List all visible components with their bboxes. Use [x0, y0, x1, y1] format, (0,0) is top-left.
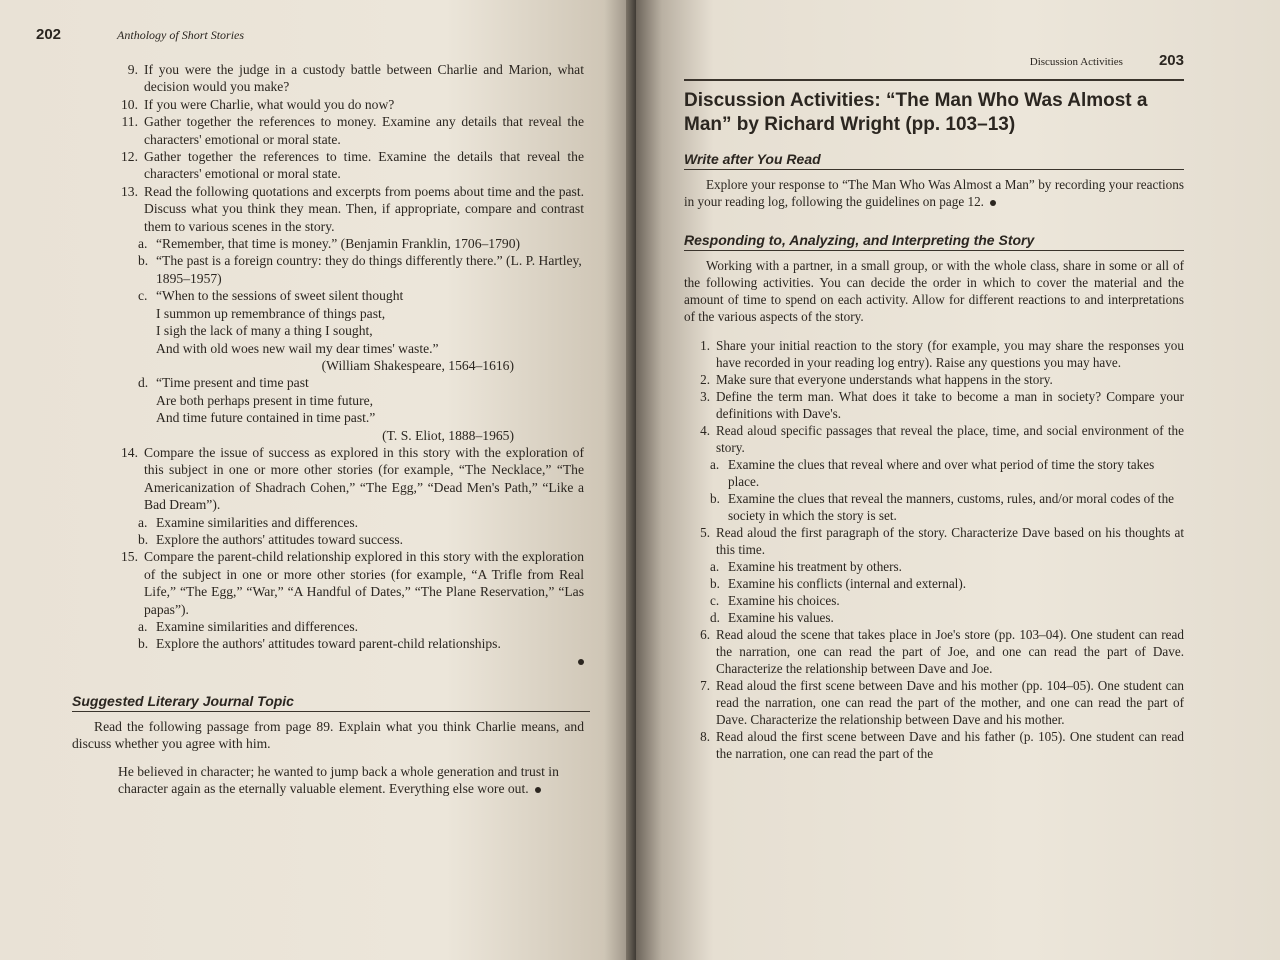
sub-letter: a. [710, 457, 720, 472]
item-row [112, 548, 584, 618]
sub-text: Examine the clues that reveal the manners, customs, rules, and/or moral codes of the society in which the story is set. [728, 491, 1175, 523]
sub-letter: b. [138, 531, 149, 547]
sub-text: Examine similarities and differences. [156, 514, 359, 530]
item-text: Make sure that everyone understands what happens in the story. [716, 372, 1053, 387]
item-row [684, 371, 1184, 388]
item-row [112, 113, 584, 148]
item-number: 11. [121, 114, 138, 130]
journal-text: Read the following passage from page 89. Explain what you think Charlie means, and discuss whether you agree with him. [72, 718, 584, 752]
bullet-dot-icon [535, 787, 541, 793]
list-item [112, 148, 584, 183]
item-number: 3. [700, 389, 710, 404]
sub-text: Examine his treatment by others. [728, 559, 902, 574]
item-text: Read aloud the scene that takes place in Joe's store (pp. 103–04). One student can read the narration, one can read the part of Joe, and one can read the part of Dave. Characterize the relationship between Dave and Joe. [716, 627, 1184, 676]
end-marker [112, 653, 584, 671]
sub-letter: a. [710, 559, 720, 574]
quote-line: I sigh the lack of many a thing I sought, [156, 323, 373, 339]
item-number: 6. [700, 627, 710, 642]
sub-list [112, 514, 584, 549]
sub-text: Explore the authors' attitudes toward success. [156, 531, 404, 547]
item-row [112, 444, 584, 514]
quote-line: “Time present and time past [156, 375, 309, 391]
item-number: 13. [121, 183, 138, 199]
sub-text: Examine similarities and differences. [156, 619, 359, 634]
item-row [112, 183, 584, 235]
list-item [684, 337, 1184, 371]
sub-item [138, 618, 584, 635]
item-number: 12. [121, 149, 138, 165]
item-text: If you were the judge in a custody battle between Charlie and Marion, what decision would you make? [144, 62, 584, 95]
right-running-head [684, 52, 1184, 69]
item-text: Compare the issue of success as explored in this story with the exploration of this subject in one or more other stories (for example, “The Necklace,” “The Americanization of Shadrach Cohen,” “The Egg,” “Dead Men's Path,” “Like a Bad Dream”). [144, 444, 584, 513]
sub-item [138, 531, 584, 548]
journal-quote-text: He believed in character; he wanted to jump back a whole generation and trust in character again as the eternally valuable element. Everything else wore out. [118, 763, 559, 797]
left-page [0, 0, 636, 960]
quote-body [156, 287, 584, 374]
quote-body [156, 252, 584, 287]
list-item [112, 444, 584, 548]
item-number: 10. [121, 96, 138, 112]
item-number: 4. [700, 423, 710, 438]
sub-item [710, 558, 1184, 575]
quote-line: “The past is a foreign country: they do things differently there.” (L. P. Hartley, 1895–1957) [156, 253, 582, 286]
item-text: Gather together the references to money. Examine any details that reveal the characters' emotional or moral state. [144, 114, 584, 147]
left-page-number: 202 [36, 26, 62, 43]
quote-item [138, 235, 584, 252]
item-row [684, 337, 1184, 371]
list-item [684, 728, 1184, 762]
list-item [684, 677, 1184, 728]
quote-item [138, 374, 584, 444]
item-number: 1. [700, 338, 710, 353]
list-item [112, 61, 584, 96]
sub-item [710, 575, 1184, 592]
item-text: Define the term man. What does it take to become a man in society? Compare your definitions with Dave's. [716, 389, 1184, 421]
item-text: Read aloud the first scene between Dave and his father (p. 105). One student can read the narration, one can read the part of the [716, 729, 1184, 761]
right-running-title: Discussion Activities [1029, 56, 1123, 68]
list-item [112, 113, 584, 148]
sub-letter: c. [710, 593, 720, 608]
item-row [112, 96, 584, 113]
write-text [684, 176, 1184, 210]
bullet-dot-icon [990, 200, 996, 206]
item-text: Share your initial reaction to the story (for example, you may share the responses you have recorded in your reading log entry). Raise any questions you may have. [716, 338, 1184, 370]
respond-heading: Responding to, Analyzing, and Interpreting the Story [684, 232, 1184, 251]
quote-letter: d. [138, 375, 149, 391]
sub-item [138, 635, 584, 652]
left-running-title: Anthology of Short Stories [117, 28, 245, 42]
left-running-head [36, 26, 584, 43]
item-text: If you were Charlie, what would you do now? [144, 96, 395, 112]
quote-item [138, 287, 584, 374]
item-number: 15. [121, 549, 138, 565]
item-row [112, 148, 584, 183]
sub-text: Examine his conflicts (internal and external). [728, 576, 967, 591]
sub-item [138, 514, 584, 531]
item-number: 5. [700, 525, 710, 540]
sub-text: Examine his values. [728, 610, 834, 625]
item-text: Read aloud the first paragraph of the story. Characterize Dave based on his thoughts at this time. [716, 525, 1184, 557]
quotation-list [112, 235, 584, 444]
section-title: Discussion Activities: “The Man Who Was Almost a Man” by Richard Wright (pp. 103–13) [684, 79, 1184, 137]
list-item [684, 524, 1184, 626]
item-number: 2. [700, 372, 710, 387]
quote-line: And with old woes new wail my dear times' waste.” [156, 340, 439, 356]
sub-text: Examine his choices. [728, 593, 840, 608]
list-item [684, 422, 1184, 524]
item-row [684, 524, 1184, 558]
list-item [684, 626, 1184, 677]
quote-line: I summon up remembrance of things past, [156, 305, 386, 321]
respond-text: Working with a partner, in a small group, or with the whole class, share in some or all of the following activities. You can decide the order in which to cover the material and the amount of time to spend on each activity. Allow for different reactions to and interpretations of the various aspects of the story. [684, 258, 1184, 324]
question-list [112, 61, 584, 235]
list-item [684, 371, 1184, 388]
write-text-content: Explore your response to “The Man Who Was Almost a Man” by recording your reactions in your reading log, following the guidelines on page 12. [684, 177, 1184, 209]
item-text: Gather together the references to time. Examine the details that reveal the characters' emotional or moral state. [144, 149, 584, 182]
sub-letter: a. [138, 514, 148, 530]
item-number: 9. [127, 62, 138, 77]
quote-letter: a. [138, 236, 148, 252]
quote-item [138, 252, 584, 287]
item-row [684, 728, 1184, 762]
quote-letter: c. [138, 288, 148, 304]
sub-list [684, 456, 1184, 524]
item-number: 8. [700, 729, 710, 744]
quote-body [156, 374, 584, 444]
list-item [684, 388, 1184, 422]
quote-line: Are both perhaps present in time future, [156, 392, 374, 408]
quote-body [156, 235, 584, 252]
quote-attribution: (T. S. Eliot, 1888–1965) [382, 427, 514, 443]
item-row [684, 388, 1184, 422]
sub-item [710, 456, 1184, 490]
right-page [636, 0, 1280, 960]
quote-letter: b. [138, 253, 149, 269]
item-number: 7. [700, 678, 710, 693]
list-item [112, 96, 584, 113]
journal-heading: Suggested Literary Journal Topic [72, 693, 590, 712]
sub-item [710, 490, 1184, 524]
sub-text: Explore the authors' attitudes toward parent-child relationships. [156, 636, 501, 652]
sub-letter: b. [710, 576, 720, 591]
sub-text: Examine the clues that reveal where and over what period of time the story takes place. [728, 457, 1155, 489]
activity-list [684, 337, 1184, 762]
item-row [684, 626, 1184, 677]
item-row [684, 677, 1184, 728]
sub-letter: a. [138, 619, 148, 634]
sub-letter: d. [710, 610, 720, 625]
quote-line: And time future contained in time past.” [156, 410, 376, 426]
item-text: Read aloud specific passages that reveal the place, time, and social environment of the story. [716, 423, 1184, 455]
question-list-continued [112, 444, 584, 653]
sub-list [112, 618, 584, 653]
sub-item [710, 592, 1184, 609]
item-row [684, 422, 1184, 456]
item-row [112, 61, 584, 96]
list-item [112, 183, 584, 235]
sub-letter: b. [710, 491, 720, 506]
sub-list [684, 558, 1184, 626]
sub-item [710, 609, 1184, 626]
item-number: 14. [121, 444, 138, 460]
item-text: Read the following quotations and excerpts from poems about time and the past. Discuss what you think they mean. Then, if appropriate, compare and contrast them to various scenes in the story. [144, 183, 584, 234]
sub-letter: b. [138, 636, 149, 652]
bullet-dot-icon [578, 659, 584, 665]
list-item [112, 548, 584, 652]
quote-line: “Remember, that time is money.” (Benjamin Franklin, 1706–1790) [156, 236, 521, 252]
write-heading: Write after You Read [684, 151, 1184, 170]
quote-line: “When to the sessions of sweet silent thought [156, 288, 404, 304]
quote-attribution: (William Shakespeare, 1564–1616) [321, 357, 514, 373]
right-page-number: 203 [1158, 52, 1184, 69]
item-text: Read aloud the first scene between Dave and his mother (pp. 104–05). One student can read the narration, one can read the part of the mother, and one can read the part of Dave. Characterize the relationship between Dave and his mother. [716, 678, 1184, 727]
journal-quote [118, 763, 584, 798]
item-text: Compare the parent-child relationship explored in this story with the exploration of the subject in one or more other stories (for example, “A Trifle from Real Life,” “The Egg,” “War,” “A Handful of Dates,” “The Plane Reservation,” “Las papas”). [144, 549, 584, 617]
